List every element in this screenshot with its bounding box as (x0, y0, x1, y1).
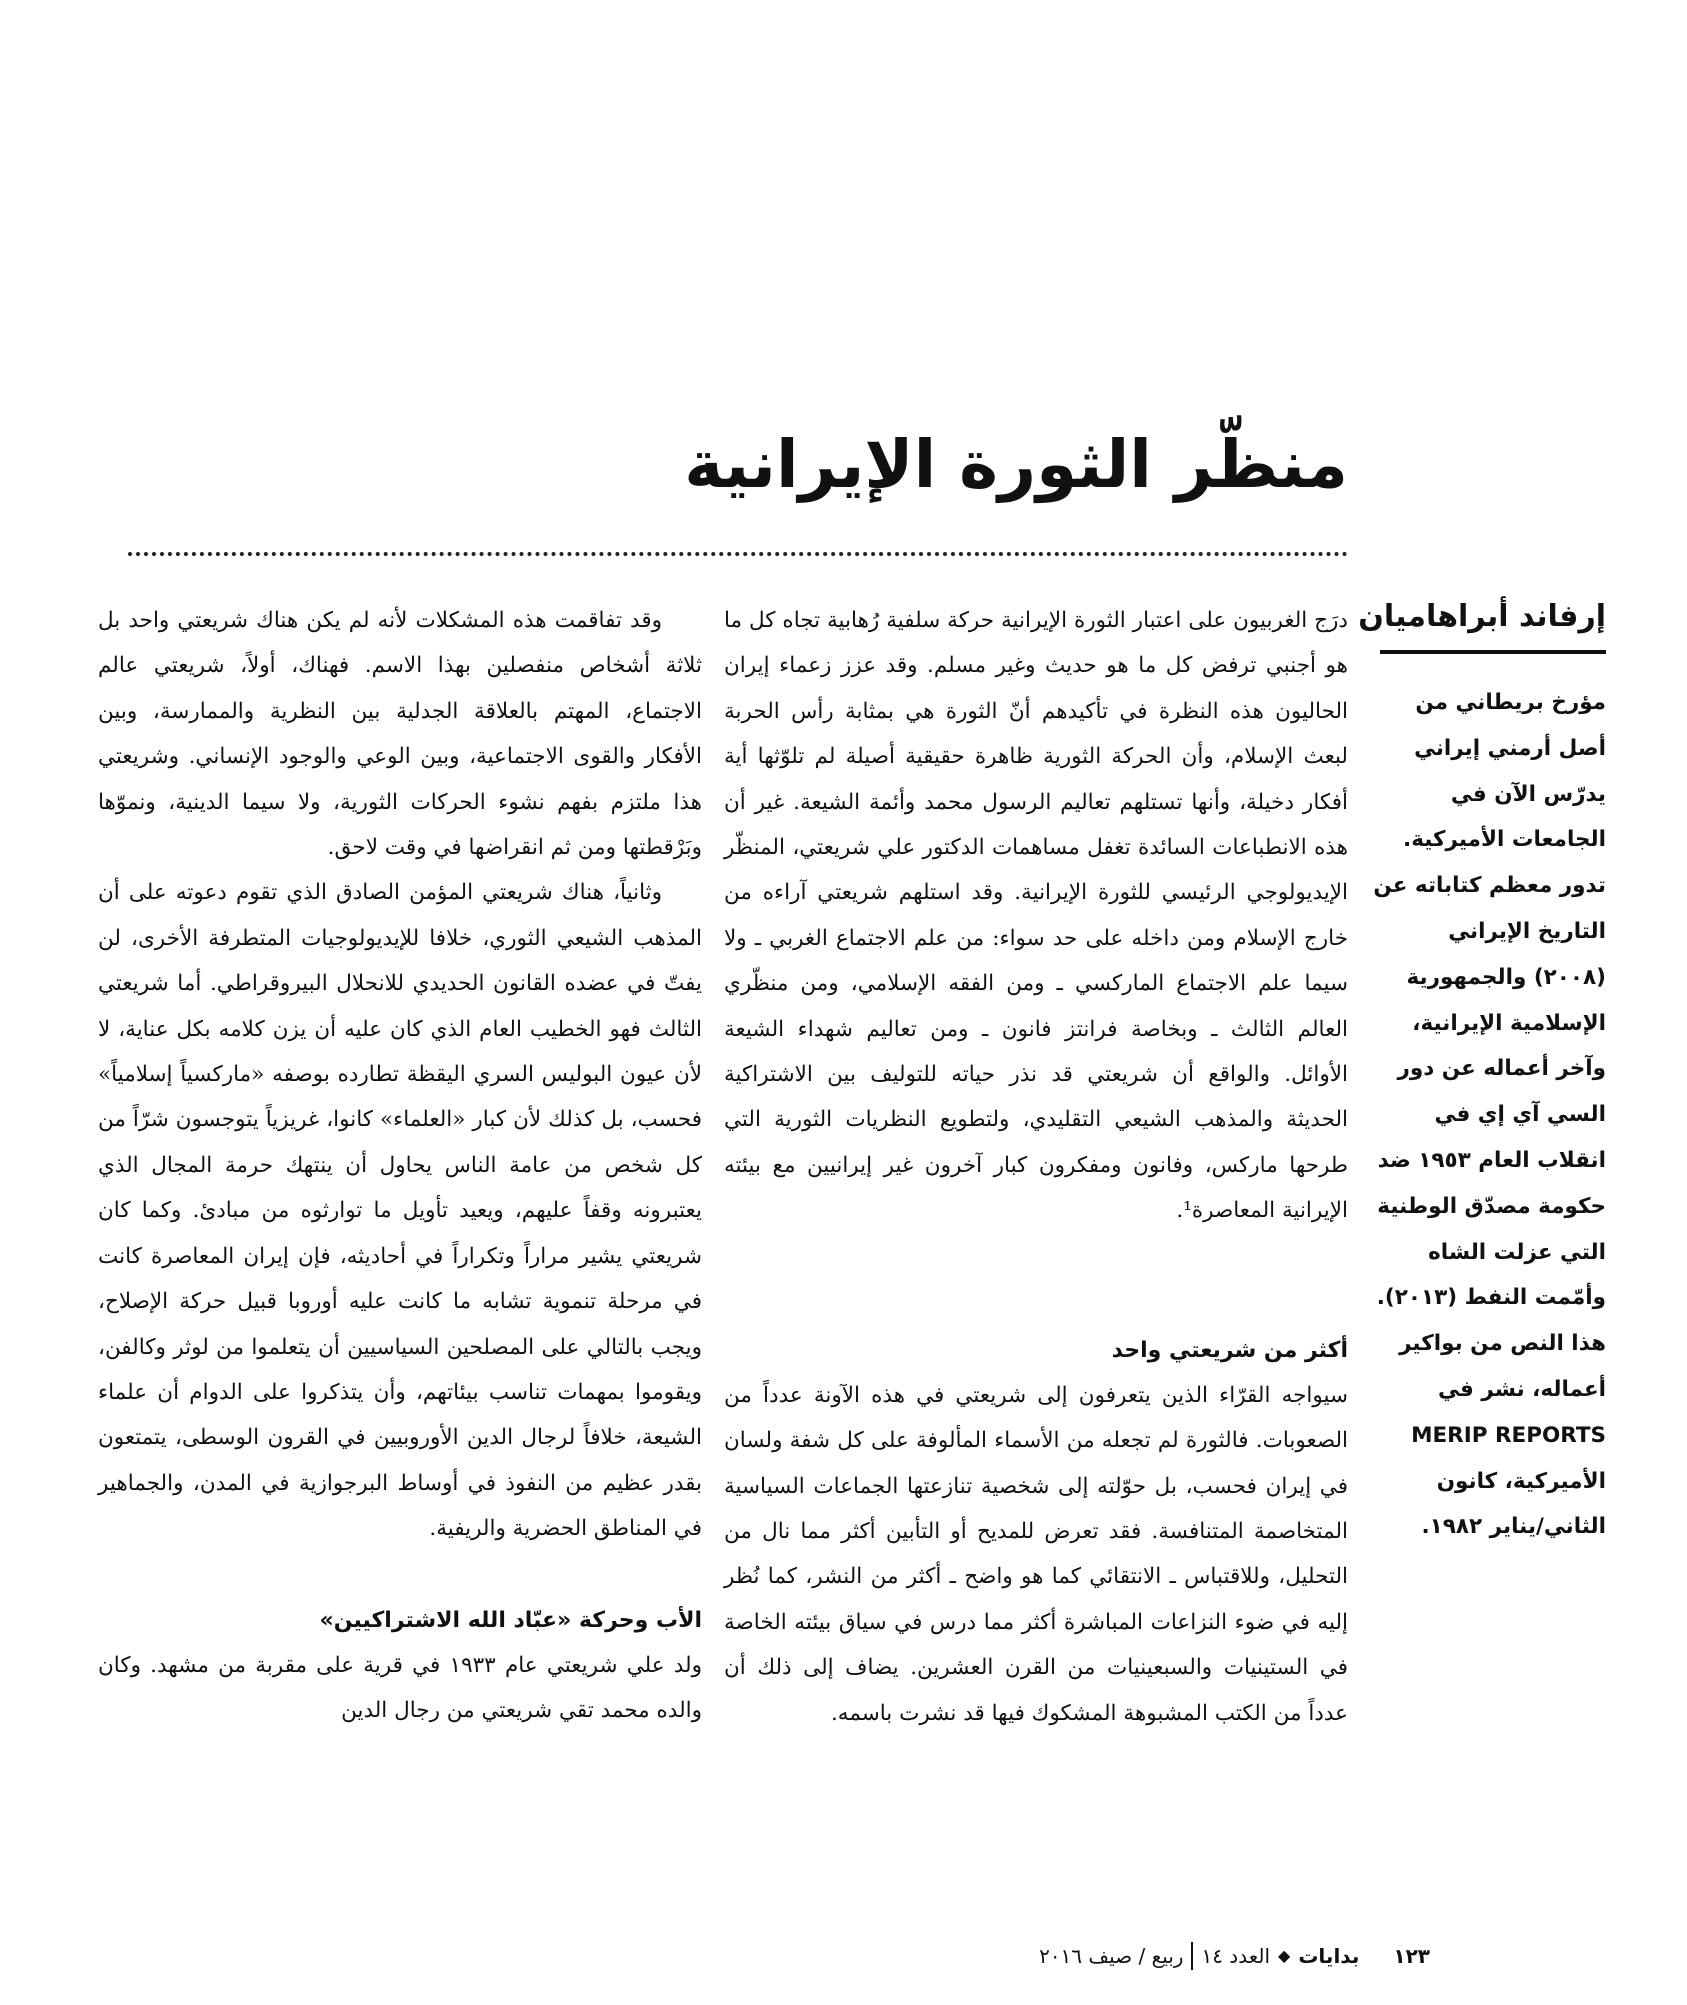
section-gap (724, 1234, 1348, 1328)
article-title: منظّر الثورة الإيرانية (684, 426, 1348, 503)
issue-number: العدد ١٤ (1201, 1944, 1271, 1968)
author-bio: مؤرخ بريطاني من أصل أرمني إيراني يدرّس الآن في الجامعات الأميركية. تدور معظم كتاباته عن التاريخ الإيراني (٢٠٠٨) والجمهورية الإسلامية الإيرانية، وآخر أعماله عن دور السي آي إي في انقلاب العام ١٩٥٣ ضد حكومة مصدّق الوطنية التي عزلت الشاه وأمّمت النفط (٢٠١٣). هذا النص من بواكير أعماله، نشر في MERIP REPORTS الأميركية، كانون الثاني/يناير ١٩٨٢. (1373, 690, 1606, 1540)
page-number: ١٢٣ (1393, 1944, 1430, 1968)
diamond-icon: ◆ (1278, 1946, 1291, 1965)
section-heading: الأب وحركة «عبّاد الله الاشتراكيين» (319, 1607, 702, 1633)
article-paragraph: درَج الغربيون على اعتبار الثورة الإيرانية حركة سلفية رُهابية تجاه كل ما هو أجنبي ترفض كل ما هو حديث وغير مسلم. وقد عزز زعماء إيران الحاليون هذه النظرة في تأكيدهم أنّ الثورة هي بمثابة رأس الحربة لبعث الإسلام، وأن الحركة الثورية ظاهرة حقيقية أصيلة لم تلوّثها أية أفكار دخيلة، وأنها تستلهم تعاليم الرسول محمد وأئمة الشيعة. غير أن هذه الانطباعات السائدة تغفل مساهمات الدكتور علي شريعتي، المنظّر الإيديولوجي الرئيسي للثورة الإيرانية. وقد استلهم شريعتي آراءه من خارج الإسلام ومن داخله على حد سواء: من علم الاجتماع الغربي ـ ولا سيما علم الاجتماع الماركسي ـ ومن الفقه الإسلامي، ومن منظّري العالم الثالث ـ وبخاصة فرانتز فانون ـ ومن تعاليم شهداء الشيعة الأوائل. والواقع أن شريعتي قد نذر حياته للتوليف بين الاشتراكية الحديثة والمذهب الشيعي التقليدي، ولتطويع النظريات الثورية التي طرحها ماركس، وفانون ومفكرون كبار آخرون غير إيرانيين مع بيئته الإيرانية المعاصرة¹. (724, 608, 1348, 1224)
article-paragraph: وقد تفاقمت هذه المشكلات لأنه لم يكن هناك شريعتي واحد بل ثلاثة أشخاص منفصلين بهذا الاسم. فهناك، أولاً، شريعتي عالم الاجتماع، المهتم بالعلاقة الجدلية بين النظرية والممارسة، وبين الأفكار والقوى الاجتماعية، وبين الوعي والوجود الإنساني. وشريعتي هذا ملتزم بفهم نشوء الحركات الثورية، ولا سيما الدينية، ونموّها وبَرْقطتها ومن ثم انقراضها في وقت لاحق. (98, 608, 702, 861)
journal-name: بدايات (1298, 1944, 1360, 1968)
article-column-right (724, 598, 1348, 1736)
article-paragraph: وثانياً، هناك شريعتي المؤمن الصادق الذي تقوم دعوته على أن المذهب الشيعي الثوري، خلافا للإيديولوجيات المتطرفة الأخرى، لن يفتّ في عضده القانون الحديدي للانحلال البيروقراطي. أما شريعتي الثالث فهو الخطيب العام الذي كان عليه أن يزن كلامه بكل عناية، لا لأن عيون البوليس السري اليقظة تطارده بوصفه «ماركسياً إسلامياً» فحسب، بل كذلك لأن كبار «العلماء» كانوا، غريزياً يتوجسون شرّاً من كل شخص من عامة الناس يحاول أن ينتهك حرمة المجال الذي يعتبرونه وقفاً عليهم، ويعيد تأويل ما توارثوه من مبادئ. وكما كان شريعتي يشير مراراً وتكراراً في أحاديثه، فإن إيران المعاصرة كانت في مرحلة تنموية تشابه ما كانت عليه أوروبا قبيل حركة الإصلاح، ويجب بالتالي على المصلحين السياسيين أن يتعلموا من لوثر وكالفن، ويقوموا بمهمات تناسب بيئاتهم، وأن يتذكروا على الدوام أن علماء الشيعة، خلافاً لرجال الدين الأوروبيين في القرون الوسطى، يتمتعون بقدر عظيم من النفوذ في أوساط البرجوازية في المدن، والجماهير في المناطق الحضرية والريفية. (98, 880, 702, 1542)
title-divider (128, 552, 1348, 556)
author-name: إرفاند أبراهاميان (1358, 599, 1606, 634)
article-paragraph: ولد علي شريعتي عام ١٩٣٣ في قرية على مقربة من مشهد. وكان والده محمد تقي شريعتي من رجال الدين (98, 1652, 702, 1723)
section-heading: أكثر من شريعتي واحد (1111, 1337, 1348, 1363)
section-gap (98, 1552, 702, 1598)
article-paragraph: سيواجه القرّاء الذين يتعرفون إلى شريعتي في هذه الآونة عدداً من الصعوبات. فالثورة لم تجعله من الأسماء المألوفة على كل شفة ولسان في إيران فحسب، بل حوّلته إلى شخصية تنازعتها الجماعات السياسية المتخاصمة المتنافسة. فقد تعرض للمديح أو التأبين أكثر مما نال من التحليل، وللاقتباس ـ الانتقائي كما هو واضح ـ أكثر من النشر، كما نُظر إليه في ضوء النزاعات المباشرة أكثر مما درس في سياق بيئته الخاصة في الستينيات والسبعينيات من القرن العشرين. يضاف إلى ذلك أن عدداً من الكتب المشبوهة المشكوك فيها قد نشرت باسمه. (724, 1382, 1348, 1726)
footer-separator (1191, 1942, 1193, 1970)
page-footer (980, 1940, 1430, 1972)
article-column-left (98, 598, 702, 1733)
author-sidebar (1358, 594, 1606, 1550)
author-divider (1380, 650, 1606, 654)
issue-season: ربيع / صيف ٢٠١٦ (1039, 1944, 1184, 1968)
